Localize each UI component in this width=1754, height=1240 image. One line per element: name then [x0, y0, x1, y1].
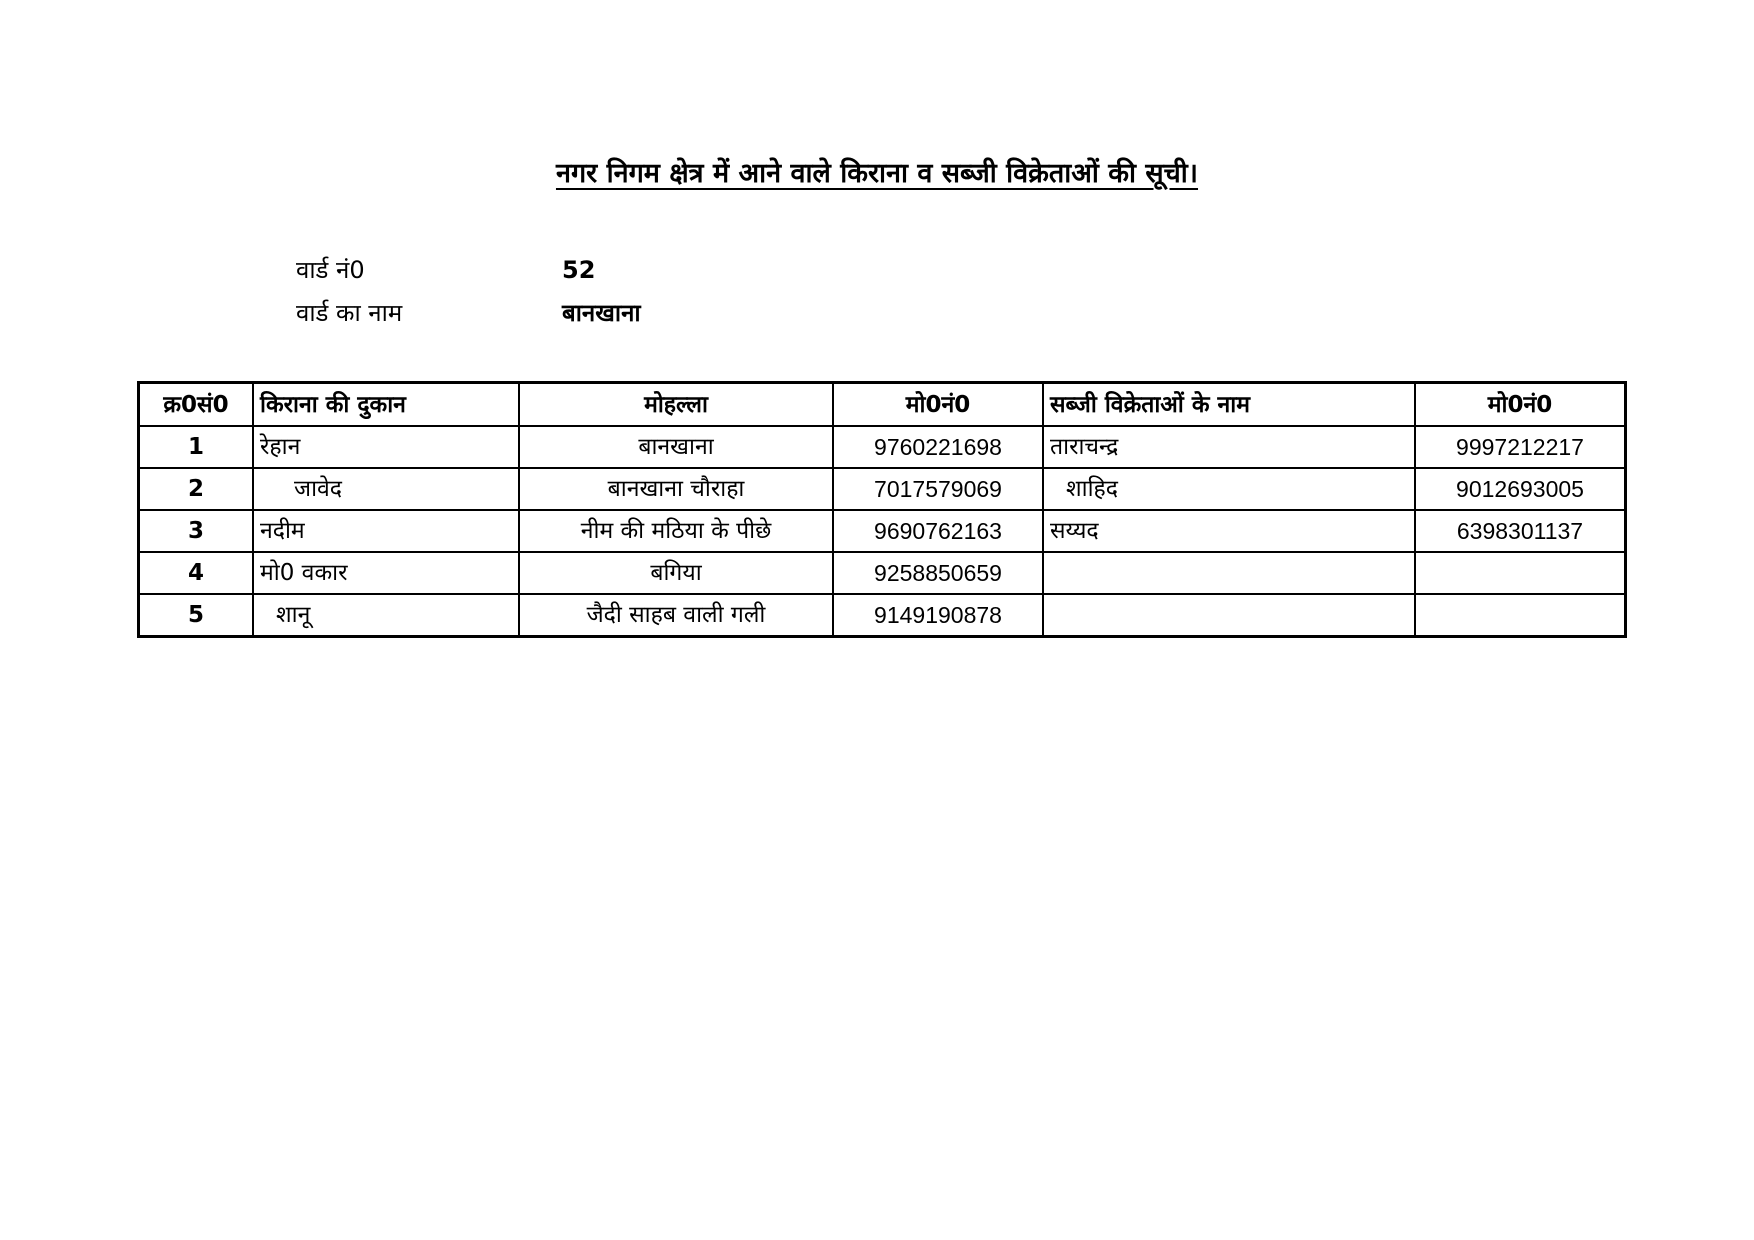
cell-vegetable-vendor [1043, 594, 1415, 637]
cell-mobile-number: 7017579069 [833, 468, 1043, 510]
cell-vegetable-vendor [1043, 552, 1415, 594]
table-row [139, 510, 1626, 552]
cell-mohalla: बगिया [519, 552, 833, 594]
cell-vendor-mobile-number: 6398301137 [1415, 510, 1626, 552]
cell-grocery-shop: जावेद [253, 468, 519, 510]
cell-serial-number: 5 [139, 594, 254, 637]
cell-serial-number: 1 [139, 426, 254, 468]
header-vendor-mobile-number: मो0नं0 [1415, 383, 1626, 427]
table-row [139, 552, 1626, 594]
cell-mohalla: बानखाना चौराहा [519, 468, 833, 510]
cell-grocery-shop: मो0 वकार [253, 552, 519, 594]
header-grocery-shop: किराना की दुकान [253, 383, 519, 427]
ward-number-label: वार्ड नं0 [296, 256, 365, 284]
header-mobile-number: मो0नं0 [833, 383, 1043, 427]
document-title-text: नगर निगम क्षेत्र में आने वाले किराना व सब्जी विक्रेताओं की सूची। [555, 158, 1199, 189]
header-vegetable-vendor: सब्जी विक्रेताओं के नाम [1043, 383, 1415, 427]
document-title [0, 154, 1754, 194]
cell-vegetable-vendor: सय्यद [1043, 510, 1415, 552]
cell-serial-number: 2 [139, 468, 254, 510]
cell-mobile-number: 9760221698 [833, 426, 1043, 468]
cell-mobile-number: 9690762163 [833, 510, 1043, 552]
cell-vendor-mobile-number [1415, 594, 1626, 637]
cell-mobile-number: 9258850659 [833, 552, 1043, 594]
cell-mobile-number: 9149190878 [833, 594, 1043, 637]
cell-vendor-mobile-number: 9997212217 [1415, 426, 1626, 468]
header-mohalla: मोहल्ला [519, 383, 833, 427]
cell-mohalla: नीम की मठिया के पीछे [519, 510, 833, 552]
table-row [139, 468, 1626, 510]
table-row [139, 426, 1626, 468]
cell-serial-number: 3 [139, 510, 254, 552]
vendor-table [137, 381, 1627, 638]
cell-serial-number: 4 [139, 552, 254, 594]
header-serial-number: क्र0सं0 [139, 383, 254, 427]
ward-name-label: वार्ड का नाम [296, 299, 403, 327]
cell-vegetable-vendor: ताराचन्द्र [1043, 426, 1415, 468]
ward-name-value: बानखाना [562, 299, 641, 327]
cell-mohalla: बानखाना [519, 426, 833, 468]
table-row [139, 594, 1626, 637]
cell-mohalla: जैदी साहब वाली गली [519, 594, 833, 637]
table-header-row [139, 383, 1626, 427]
cell-grocery-shop: रेहान [253, 426, 519, 468]
cell-vendor-mobile-number [1415, 552, 1626, 594]
ward-number-value: 52 [562, 256, 596, 284]
cell-grocery-shop: नदीम [253, 510, 519, 552]
cell-grocery-shop: शानू [253, 594, 519, 637]
cell-vendor-mobile-number: 9012693005 [1415, 468, 1626, 510]
cell-vegetable-vendor: शाहिद [1043, 468, 1415, 510]
